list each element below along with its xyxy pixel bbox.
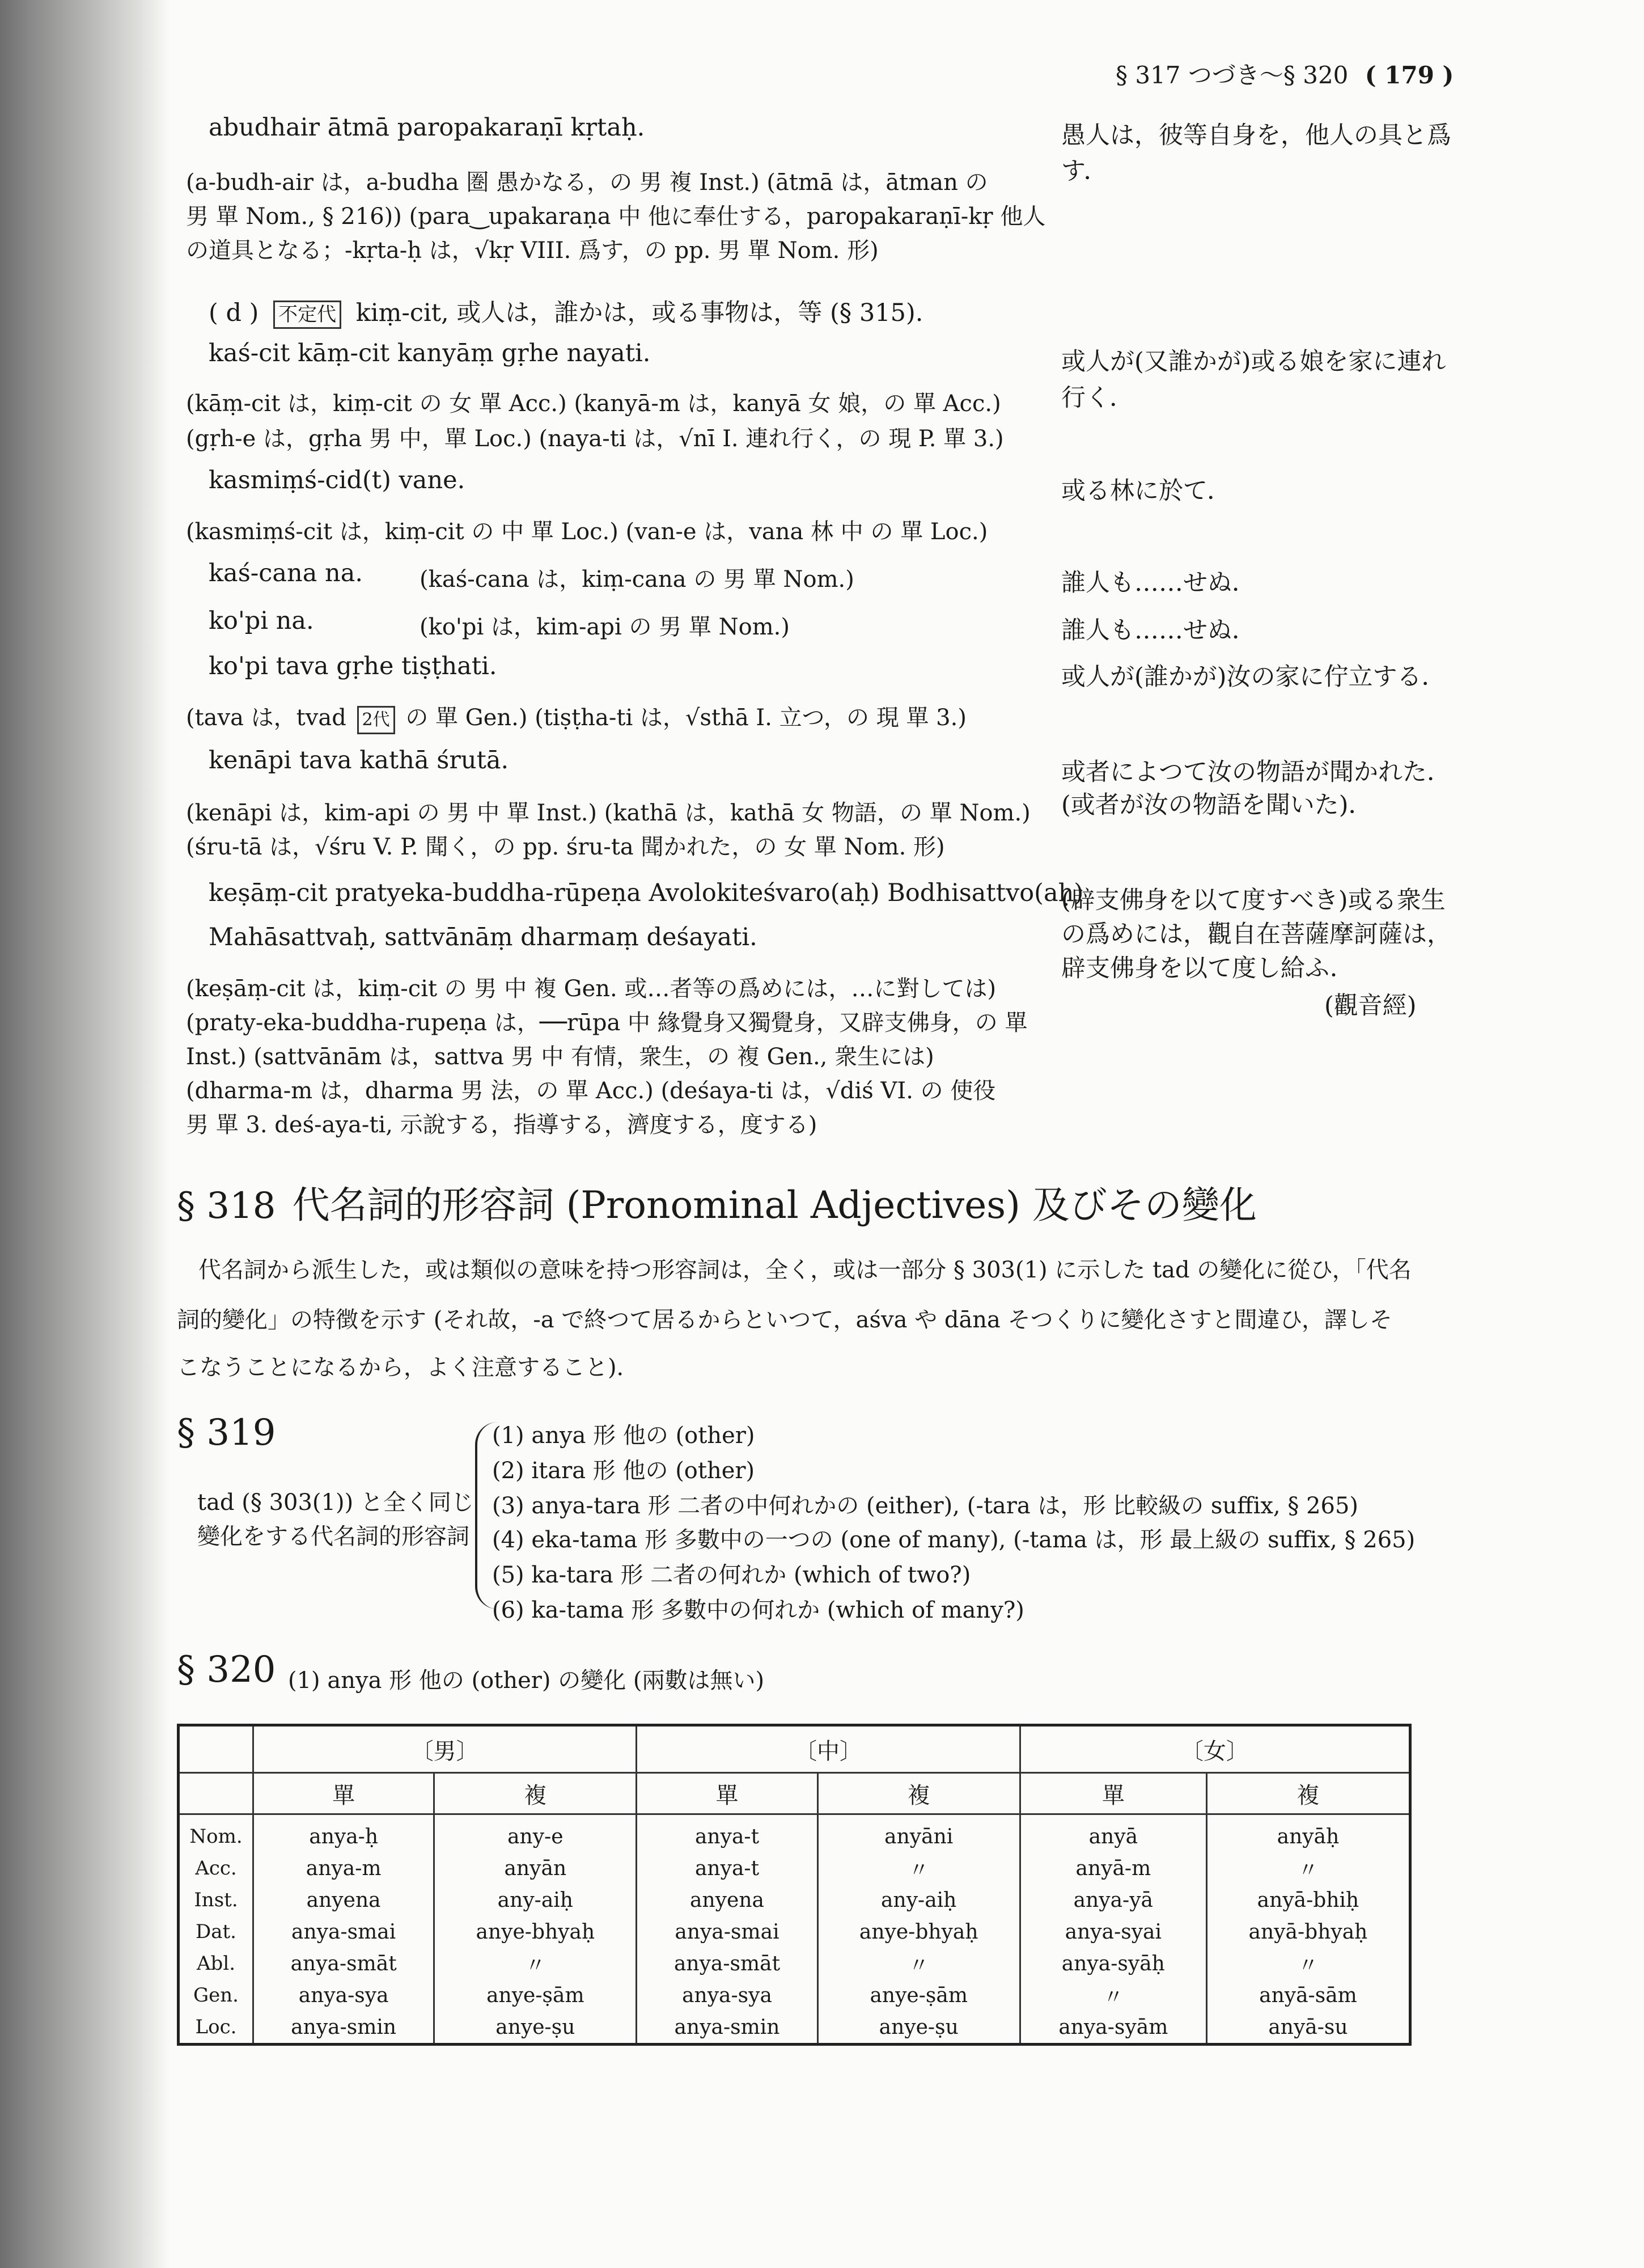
declension-body — [179, 1814, 1410, 2045]
example-sanskrit: kaś-cana na. — [209, 559, 363, 587]
table-cell: anyā-sām — [1206, 1979, 1410, 2011]
table-row — [179, 1979, 1410, 2011]
example-sanskrit: kenāpi tava kathā śrutā. — [209, 746, 509, 775]
table-cell: anye-bhyaḥ — [434, 1916, 637, 1948]
example-note: (kenāpi は，kim-api の 男 中 單 Inst.) (kathā は，kathā 女 物語，の 單 Nom.) — [186, 800, 1031, 826]
example-note: (gṛh-e は，gṛha 男 中，單 Loc.) (naya-ti は，√nī I. 連れ行く，の 現 P. 單 3.) — [186, 426, 1004, 452]
table-cell: anya-smai — [637, 1916, 817, 1948]
example-note: (keṣāṃ-cit は，kiṃ-cit の 男 中 複 Gen. 或…者等の爲めには，…に對しては) — [186, 976, 997, 1002]
table-cell: 〃 — [1206, 1948, 1410, 1979]
table-cell: any-aiḥ — [434, 1884, 637, 1916]
item-d — [209, 294, 923, 329]
example-note: (kaś-cana は，kiṃ-cana の 男 單 Nom.) — [420, 566, 854, 593]
example-sanskrit: kaś-cit kāṃ-cit kanyāṃ gṛhe nayati. — [209, 339, 651, 367]
gender-header-row — [179, 1725, 1410, 1773]
table-cell: anya-smāt — [637, 1948, 817, 1979]
table-cell: anya-t — [637, 1852, 817, 1884]
adjective-list-item: (5) ka-tara 形 二者の何れか (which of two?) — [492, 1562, 971, 1588]
running-header — [1116, 57, 1454, 91]
table-row — [179, 1814, 1410, 1853]
table-cell: any-aiḥ — [817, 1884, 1020, 1916]
indefinite-pronoun-badge: 不定代 — [273, 301, 341, 329]
adjective-list-item: (3) anya-tara 形 二者の中何れかの (either), (-tara は，形 比較級の suffix, § 265) — [492, 1493, 1359, 1519]
section-title: 代名詞的形容詞 (Pronominal Adjectives) 及びその變化 — [292, 1183, 1257, 1227]
example-note: の道具となる；-kṛta-ḥ は，√kṛ VIII. 爲す，の pp. 男 單 Nom. 形) — [186, 238, 879, 264]
table-cell: anye-ṣām — [434, 1979, 637, 2011]
section-318-heading — [177, 1175, 1257, 1229]
gender-masculine: 〔男〕 — [253, 1725, 637, 1773]
table-cell: 〃 — [434, 1948, 637, 1979]
table-cell: 〃 — [1020, 1979, 1206, 2011]
example-translation: 誰人も……せぬ． — [1061, 616, 1256, 645]
example-translation: の爲めには，觀自在菩薩摩訶薩は， — [1061, 920, 1451, 949]
table-row — [179, 1948, 1410, 1979]
table-cell: anyena — [253, 1884, 434, 1916]
case-label: Loc. — [195, 2016, 237, 2038]
section-320-caption: (1) anya 形 他の (other) の變化 (兩數は無い) — [288, 1668, 765, 1694]
table-cell: anyāḥ — [1206, 1814, 1410, 1853]
section-body-line: 詞的變化」の特徴を示す (それ故，-a で終つて居るからといつて，aśva や dāna そつくりに變化さすと間違ひ，譯しそ — [177, 1307, 1393, 1333]
table-cell: 〃 — [1206, 1852, 1410, 1884]
number-header-row — [179, 1773, 1410, 1814]
corner-cell — [179, 1773, 253, 1814]
table-cell: anya-yā — [1020, 1884, 1206, 1916]
case-label: Abl. — [197, 1952, 235, 1975]
adjective-list-item: (4) eka-tama 形 多數中の一つの (one of many), (-tama は，形 最上級の suffix, § 265) — [492, 1527, 1416, 1553]
table-cell: anyā-bhyaḥ — [1206, 1916, 1410, 1948]
example-translation: 行く． — [1061, 384, 1134, 412]
source-citation: (觀音經) — [1324, 992, 1417, 1020]
example-note: (śru-tā は，√śru V. P. 聞く，の pp. śru-ta 聞かれた，の 女 單 Nom. 形) — [186, 834, 945, 860]
table-cell: anya-t — [637, 1814, 817, 1853]
gender-feminine: 〔女〕 — [1020, 1725, 1410, 1773]
table-cell: anyena — [637, 1884, 817, 1916]
table-cell: anyā-m — [1020, 1852, 1206, 1884]
table-cell: any-e — [434, 1814, 637, 1853]
number-singular: 單 — [1020, 1773, 1206, 1814]
table-cell: anyāni — [817, 1814, 1020, 1853]
example-note: (dharma-m は，dharma 男 法，の 單 Acc.) (deśaya-ti は，√diś VI. の 使役 — [186, 1078, 996, 1104]
example-sanskrit: kasmiṃś-cid(t) vane. — [209, 466, 465, 494]
case-label: Acc. — [195, 1857, 237, 1880]
number-singular: 單 — [637, 1773, 817, 1814]
section-number: § 318 — [177, 1185, 276, 1227]
example-translation: (或者が汝の物語を聞いた)． — [1061, 791, 1373, 819]
table-row — [179, 1884, 1410, 1916]
table-cell: anya-syāḥ — [1020, 1948, 1206, 1979]
adjective-list-item: (2) itara 形 他の (other) — [492, 1458, 755, 1484]
example-translation: 愚人は，彼等自身を，他人の具と爲 — [1061, 121, 1451, 150]
page-number: ( 179 ) — [1365, 61, 1454, 89]
table-cell: anya-sya — [253, 1979, 434, 2011]
example-translation: す． — [1061, 157, 1108, 185]
table-cell: anya-smin — [253, 2011, 434, 2045]
section-319-description: 變化をする代名詞的形容詞 — [197, 1524, 469, 1550]
number-singular: 單 — [253, 1773, 434, 1814]
second-person-pronoun-badge: 2代 — [357, 706, 395, 734]
example-note: (praty-eka-buddha-rupeṇa は，──rūpa 中 緣覺身又獨覺身，又辟支佛身，の 單 — [186, 1010, 1028, 1036]
table-cell: anya-syām — [1020, 2011, 1206, 2045]
example-translation: 或者によつて汝の物語が聞かれた． — [1061, 758, 1451, 786]
example-note: (kasmiṃś-cit は，kiṃ-cit の 中 單 Loc.) (van-e は，vana 林 中 の 單 Loc.) — [186, 519, 988, 545]
case-label: Gen. — [193, 1984, 239, 2007]
table-cell: anyā — [1020, 1814, 1206, 1853]
table-row — [179, 2011, 1410, 2045]
table-cell: anyā-su — [1206, 2011, 1410, 2045]
example-note: (kāṃ-cit は，kiṃ-cit の 女 單 Acc.) (kanyā-m は，kanyā 女 娘，の 單 Acc.) — [186, 391, 1001, 417]
example-note: (ko'pi は，kim-api の 男 單 Nom.) — [420, 614, 790, 640]
number-plural: 複 — [434, 1773, 637, 1814]
table-cell: 〃 — [817, 1852, 1020, 1884]
table-row — [179, 1916, 1410, 1948]
example-translation: 或人が(又誰かが)或る娘を家に連れ — [1061, 348, 1446, 376]
table-cell: anya-ḥ — [253, 1814, 434, 1853]
section-319-number: § 319 — [177, 1412, 276, 1454]
table-cell: anya-smāt — [253, 1948, 434, 1979]
adjective-list-item: (6) ka-tama 形 多數中の何れか (which of many?) — [492, 1597, 1024, 1623]
example-note: (tava は，tvad 2代 の 單 Gen.) (tiṣṭha-ti は，√sthā I. 立つ，の 現 單 3.) — [186, 700, 967, 734]
example-note: 男 單 3. deś-aya-ti, 示說する，指導する，濟度する，度する) — [186, 1112, 817, 1138]
example-note: 男 單 Nom., § 216)) (para‿upakaraṇa 中 他に奉仕する，paropakaraṇī-kṛ 他人 — [186, 204, 1046, 230]
table-cell: anye-ṣu — [434, 2011, 637, 2045]
adjective-list-item: (1) anya 形 他の (other) — [492, 1423, 755, 1449]
page-gutter-shadow — [0, 0, 170, 2268]
item-text: kiṃ-cit, 或人は，誰かは，或る事物は，等 (§ 315). — [355, 299, 923, 327]
table-cell: anye-ṣām — [817, 1979, 1020, 2011]
example-sanskrit: abudhair ātmā paropakaraṇī kṛtaḥ. — [209, 113, 645, 142]
example-note: (a-budh-air は，a-budha 圏 愚かなる，の 男 複 Inst.) (ātmā は，ātman の — [186, 170, 988, 196]
table-cell: anye-ṣu — [817, 2011, 1020, 2045]
example-note: Inst.) (sattvānām は，sattva 男 中 有情，衆生，の 複 Gen., 衆生には) — [186, 1044, 934, 1070]
table-cell: anye-bhyaḥ — [817, 1916, 1020, 1948]
example-sanskrit: ko'pi tava gṛhe tiṣṭhati. — [209, 652, 497, 680]
table-cell: anya-m — [253, 1852, 434, 1884]
section-320-number: § 320 — [177, 1649, 276, 1691]
section-319-description: tad (§ 303(1)) と全く同じ — [197, 1490, 474, 1516]
table-cell: 〃 — [817, 1948, 1020, 1979]
section-body-line: こなうことになるから，よく注意すること)． — [177, 1355, 639, 1381]
section-range: § 317 つづき～§ 320 — [1116, 61, 1349, 89]
table-cell: anyān — [434, 1852, 637, 1884]
item-label: ( d ) — [209, 299, 259, 327]
section-body-line: 代名詞から派生した，或は類似の意味を持つ形容詞は，全く，或は一部分 § 303(1) に示した tad の變化に從ひ，「代名 — [198, 1257, 1412, 1283]
corner-cell — [179, 1725, 253, 1773]
table-cell: anya-sya — [637, 1979, 817, 2011]
case-label: Nom. — [189, 1825, 243, 1848]
table-row — [179, 1852, 1410, 1884]
example-translation: 或る林に於て． — [1061, 477, 1232, 505]
table-cell: anya-syai — [1020, 1916, 1206, 1948]
example-sanskrit: Mahāsattvaḥ, sattvānāṃ dharmaṃ deśayati. — [209, 923, 757, 951]
number-plural: 複 — [817, 1773, 1020, 1814]
example-translation: 或人が(誰かが)汝の家に佇立する． — [1061, 663, 1446, 691]
example-translation: 辟支佛身を以て度し給ふ． — [1061, 954, 1354, 983]
table-cell: anya-smin — [637, 2011, 817, 2045]
declension-table — [177, 1724, 1412, 2046]
gender-neuter: 〔中〕 — [637, 1725, 1020, 1773]
example-sanskrit: keṣāṃ-cit pratyeka-buddha-rūpeṇa Avolokiteśvaro(aḥ) Bodhisattvo(aḥ) — [209, 879, 1084, 907]
example-translation: (辟支佛身を以て度すべき)或る衆生 — [1061, 886, 1446, 915]
example-sanskrit: ko'pi na. — [209, 607, 314, 635]
table-cell: anya-smai — [253, 1916, 434, 1948]
case-label: Inst. — [194, 1889, 238, 1911]
example-translation: 誰人も……せぬ． — [1061, 569, 1256, 597]
number-plural: 複 — [1206, 1773, 1410, 1814]
table-cell: anyā-bhiḥ — [1206, 1884, 1410, 1916]
case-label: Dat. — [195, 1920, 236, 1943]
